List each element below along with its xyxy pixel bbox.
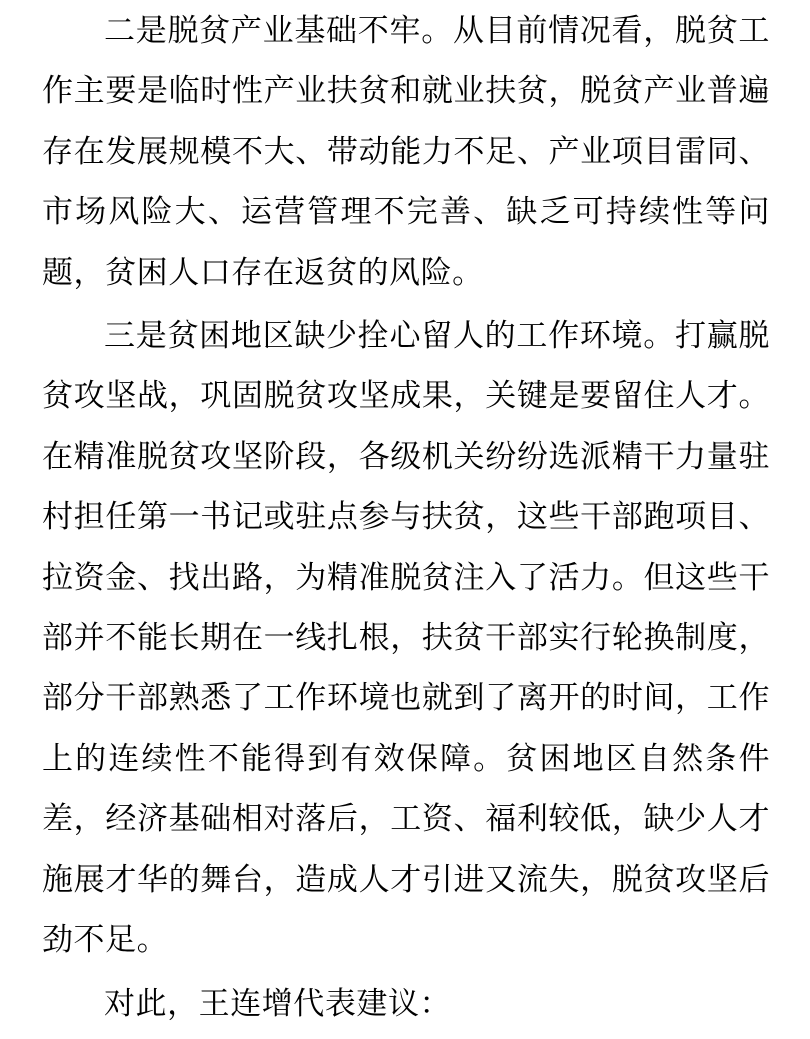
paragraph: 二是脱贫产业基础不牢。从目前情况看，脱贫工作主要是临时性产业扶贫和就业扶贫，脱贫产业普遍存在发展规模不大、带动能力不足、产业项目雷同、市场风险大、运营管理不完善、缺乏可持续性等问题，贫困人口存在返贫的风险。 (42, 13, 770, 290)
paragraph: 对此，王连增代表建议： (104, 985, 452, 1021)
paragraph: 三是贫困地区缺少拴心留人的工作环境。打赢脱贫攻坚战，巩固脱贫攻坚成果，关键是要留住人才。在精准脱贫攻坚阶段，各级机关纷纷选派精干力量驻村担任第一书记或驻点参与扶贫，这些干部跑项目、拉资金、找出路，为精准脱贫注入了活力。但这些干部并不能长期在一线扎根，扶贫干部实行轮换制度，部分干部熟悉了工作环境也就到了离开的时间，工作上的连续性不能得到有效保障。贫困地区自然条件差，经济基础相对落后，工资、福利较低，缺少人才施展才华的舞台，造成人才引进又流失，脱贫攻坚后劲不足。 (42, 318, 770, 958)
document-body (42, 1, 770, 1034)
